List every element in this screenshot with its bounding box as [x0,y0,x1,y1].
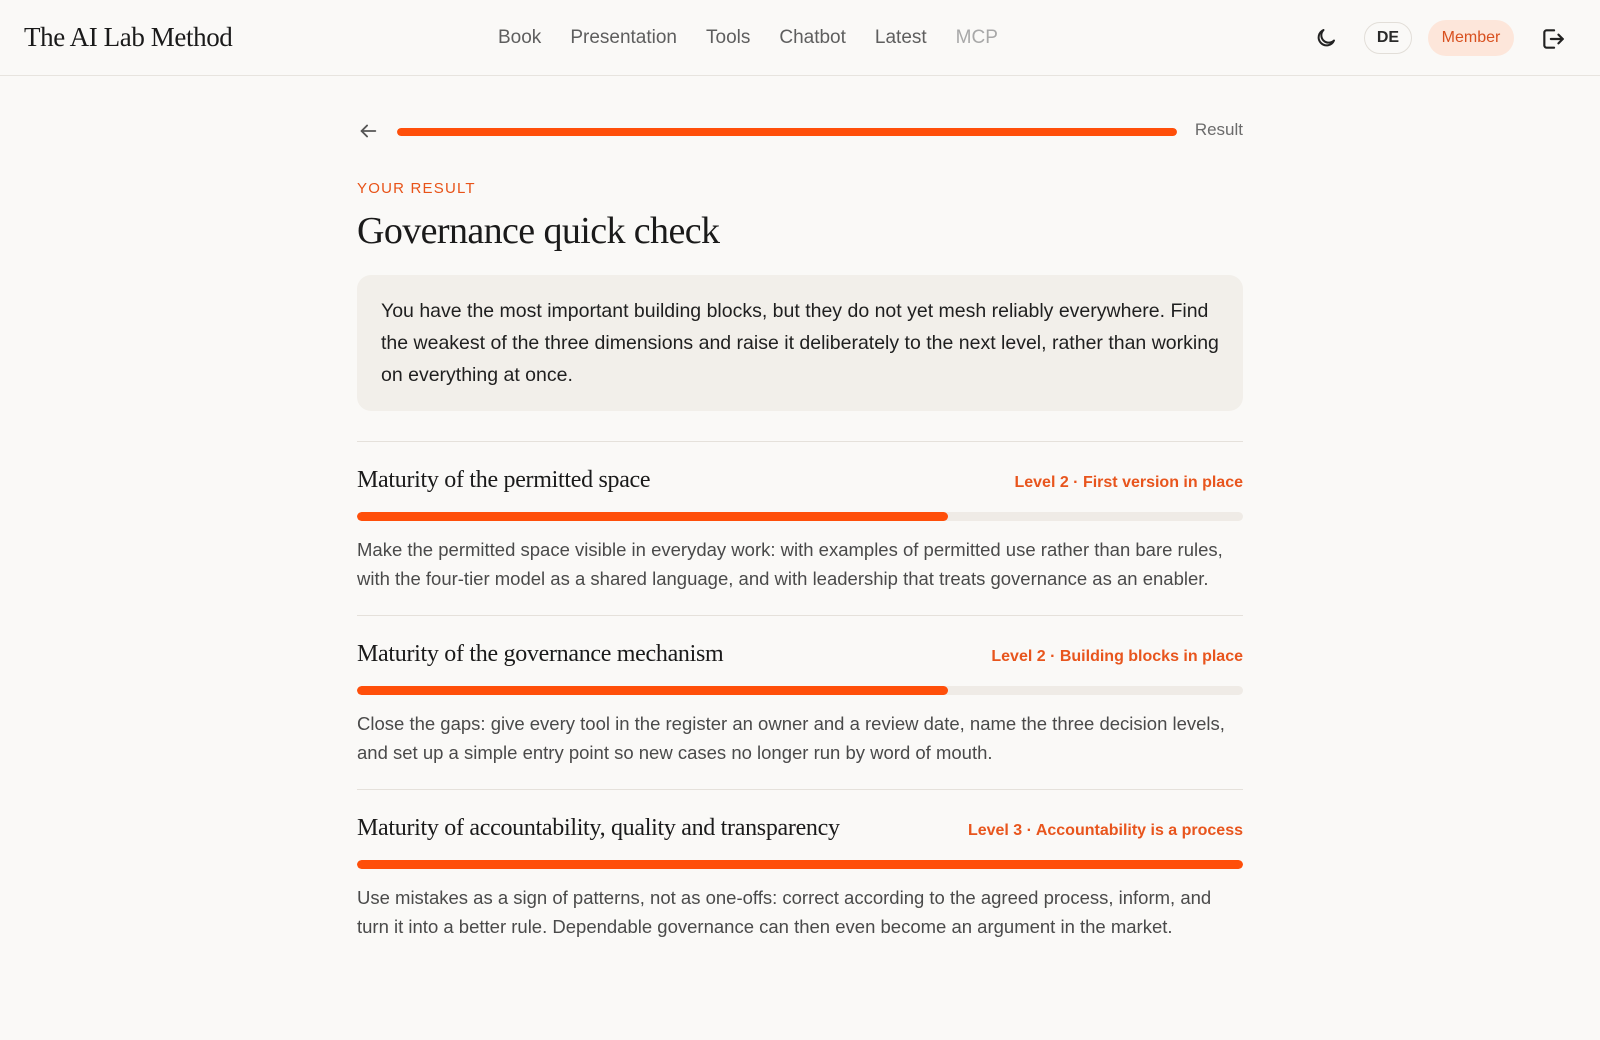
quiz-progress [357,108,1243,152]
dimension-level-label: Level 2 · Building blocks in place [991,648,1243,665]
moon-icon[interactable] [1314,26,1338,50]
dimension-level-bar-fill [357,512,948,521]
dimension-level-bar [357,686,1243,695]
dimension-permitted-space [357,441,1243,615]
arrow-left-icon[interactable] [357,120,379,142]
dimension-level-bar [357,860,1243,869]
brand-logo[interactable]: The AI Lab Method [24,22,233,52]
dimension-advice: Use mistakes as a sign of patterns, not as one-offs: correct according to the agreed process, inform, and turn it into a better rule. Dependable governance can then even become an argument in the market. [357,887,1212,937]
dimension-advice: Close the gaps: give every tool in the register an owner and a review date, name the three decision levels, and set up a simple entry point so new cases no longer run by word of mouth. [357,713,1225,763]
nav-book[interactable]: Book [498,27,542,48]
page-title: Governance quick check [357,210,720,252]
dimension-title: Maturity of the permitted space [357,467,651,493]
member-button[interactable]: Member [1428,20,1514,56]
result-eyebrow: YOUR RESULT [357,180,476,197]
dimension-level-bar-fill [357,686,948,695]
progress-bar-fill [397,128,1177,136]
dimension-advice: Make the permitted space visible in everyday work: with examples of permitted use rather than bare rules, with the four-tier model as a shared language, and with leadership that treats governance as an enabler. [357,539,1223,589]
result-content [357,108,1243,963]
nav-latest[interactable]: Latest [874,27,927,48]
dimension-title: Maturity of accountability, quality and transparency [357,815,840,841]
top-navigation-bar [0,0,1600,76]
logout-icon[interactable] [1540,26,1566,52]
dimension-level-label: Level 3 · Accountability is a process [967,822,1243,839]
main-nav [498,27,998,49]
dimension-title: Maturity of the governance mechanism [357,641,724,667]
dimension-level-bar [357,512,1243,521]
progress-bar [397,128,1177,136]
progress-step-label: Result [1194,120,1243,139]
nav-mcp[interactable]: MCP [955,27,998,48]
dimension-level-bar-fill [357,860,1243,869]
nav-presentation[interactable]: Presentation [570,27,677,48]
dimension-accountability [357,789,1243,963]
dimension-level-label: Level 2 · First version in place [1014,474,1243,491]
nav-tools[interactable]: Tools [706,27,751,48]
language-toggle-button[interactable]: DE [1364,22,1412,54]
dimension-governance-mechanism [357,615,1243,789]
nav-chatbot[interactable]: Chatbot [779,27,846,48]
result-summary: You have the most important building blocks, but they do not yet mesh reliably everywhere. Find the weakest of the three dimensions and raise it deliberately to the next level, rather than working on everything at once. [357,275,1243,411]
